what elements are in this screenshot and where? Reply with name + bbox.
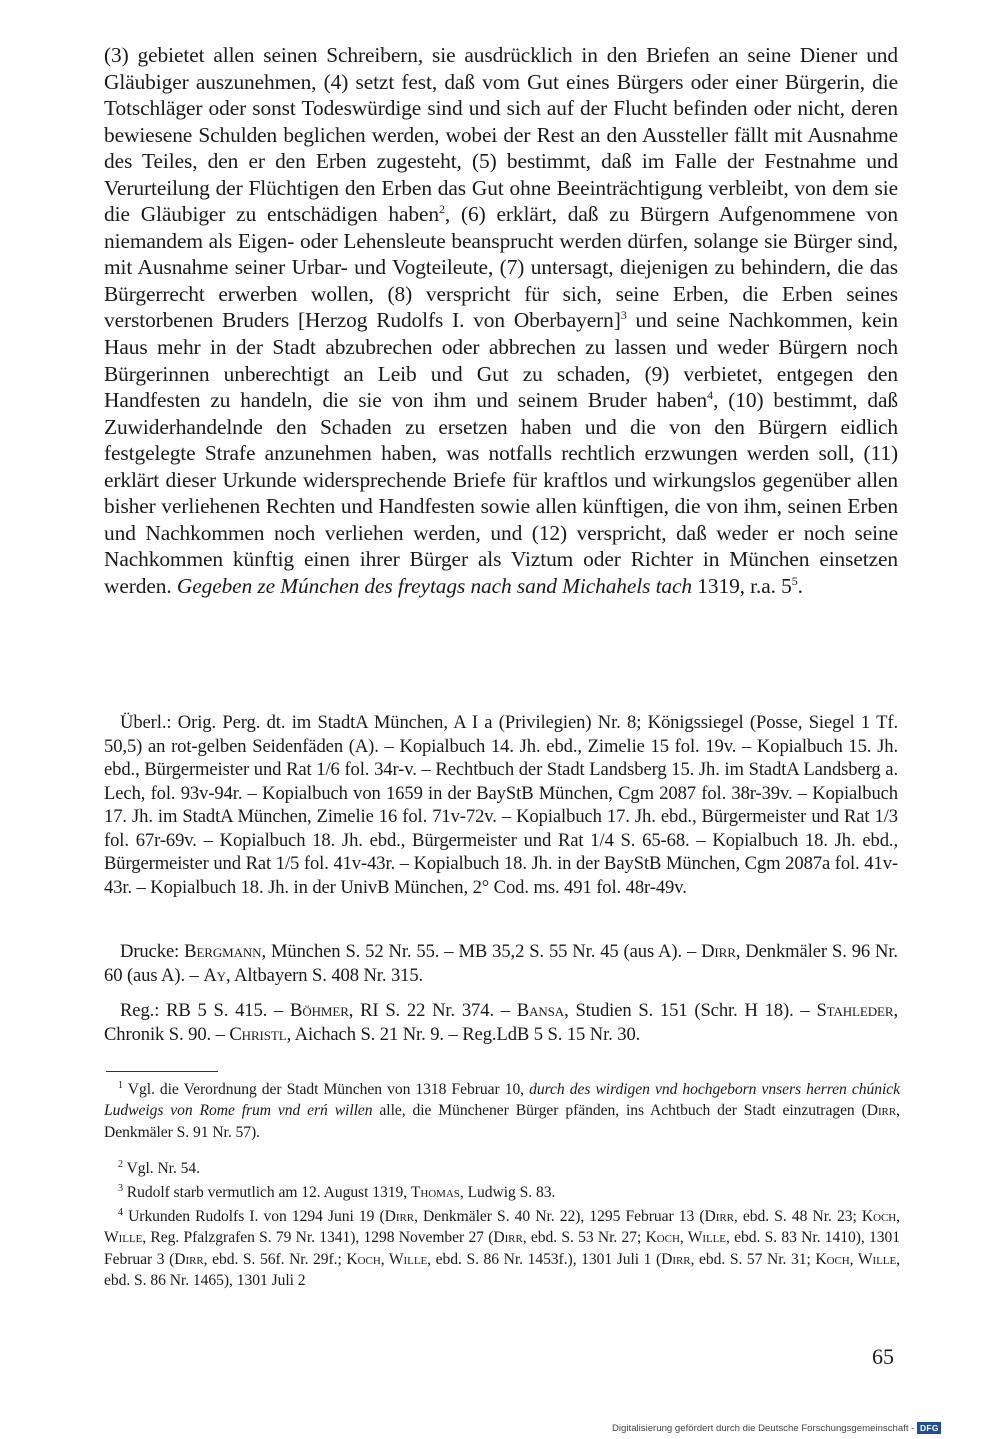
footnote-4-number: 4: [118, 1207, 123, 1218]
footnote-4-text-j: , ebd. S. 86 Nr. 1465), 1301 Juli 2: [104, 1250, 900, 1290]
footnote-4-author: Koch, Wille: [346, 1250, 428, 1268]
footnote-1-text-a: Vgl. die Verordnung der Stadt München von 1318 Februar 10,: [122, 1081, 530, 1098]
footnote-1-number: 1: [118, 1080, 123, 1091]
drucke-ref-2: , Denkmäler S. 96 Nr. 60 (aus A). –: [104, 941, 898, 986]
footnote-1-text-c: , Denkmäler S. 91 Nr. 57).: [104, 1102, 900, 1141]
footnote-4-author: Dirr: [493, 1229, 523, 1247]
footnote-4: [104, 1206, 900, 1292]
footnote-1-author: Dirr: [866, 1102, 897, 1120]
footnote-4-author: Dirr: [174, 1250, 204, 1268]
regesten-text: [104, 999, 898, 1046]
footnote-4-text-a: Urkunden Rudolfs I. von 1294 Juni 19 (: [122, 1208, 385, 1225]
footnote-3-author: Thomas: [410, 1184, 460, 1201]
footnote-4-text-i: , ebd. S. 57 Nr. 31;: [690, 1250, 816, 1268]
regesten-label: Reg.: RB 5 S. 415. –: [120, 1000, 291, 1021]
footnote-2-number: 2: [118, 1159, 123, 1170]
dfg-funding-notice: [612, 1421, 941, 1435]
footnote-4-author: Dirr: [384, 1208, 415, 1225]
footnote-4-text-b: , Denkmäler S. 40 Nr. 22), 1295 Februar 13 (: [414, 1208, 705, 1225]
drucke-ref-1: , München S. 52 Nr. 55. – MB 35,2 S. 55 Nr. 45 (aus A). –: [261, 941, 702, 962]
author-stahleder: Stahleder: [816, 1000, 894, 1021]
main-text-period: .: [797, 573, 803, 598]
footnote-4-author: Koch, Wille: [815, 1250, 897, 1268]
dfg-notice-text: Digitalisierung gefördert durch die Deutsche Forschungsgemeinschaft -: [612, 1422, 915, 1434]
footnote-ref-4[interactable]: 4: [707, 388, 714, 403]
ueberlieferung-block: [104, 711, 898, 899]
dating-year: 1319, r.a. 5: [692, 573, 792, 598]
author-bergmann: Bergmann: [184, 941, 262, 962]
footnote-4-text-c: , ebd. S. 48 Nr. 23;: [733, 1208, 862, 1225]
footnote-divider: [106, 1071, 218, 1072]
footnote-1-quote: durch des wirdigen vnd hochgeborn vnsers herren chúnick Ludweigs von Rome frum vnd erń willen: [104, 1081, 900, 1120]
footnote-3-text-a: Rudolf starb vermutlich am 12. August 1319,: [122, 1184, 411, 1201]
author-boehmer: Böhmer: [290, 1000, 349, 1021]
author-dirr: Dirr: [701, 941, 736, 962]
regesten-block: [104, 999, 898, 1046]
footnote-4-text-e: , ebd. S. 53 Nr. 27;: [522, 1229, 646, 1247]
footnote-4-text-g: , ebd. S. 56f. Nr. 29f.;: [203, 1250, 347, 1268]
footnote-3-text-b: , Ludwig S. 83.: [459, 1184, 556, 1201]
main-text-part-2: , (6) erklärt, daß zu Bürgern Aufgenommene von niemandem als Eigen- oder Lehensleute beansprucht werden dürfen, solange sie Bürger sind, mit Ausnahme seiner Urbar- und Vogteileute, (7) untersagt, diejenigen zu behindern, die das Bürgerrecht erwerben wollen, (8) verspricht für sich, seine Erben, die Erben seines verstorbenen Bruders [Herzog Rudolfs I. von Oberbayern]: [104, 202, 899, 333]
regesten-ref-1: , RI S. 22 Nr. 374. –: [348, 1000, 517, 1021]
dating-clause: Gegeben ze Múnchen des freytags nach sand Michahels tach: [176, 573, 693, 598]
page-number: 65: [872, 1344, 894, 1369]
footnote-ref-3[interactable]: 3: [620, 308, 627, 323]
footnote-4-text-d: , Reg. Pfalzgrafen S. 79 Nr. 1341), 1298 November 27 (: [142, 1229, 494, 1247]
main-text-part-4: , (10) bestimmt, daß Zuwiderhandelnde den Schaden zu ersetzen haben und die von den Bürgern eidlich festgelegte Strafe anzunehmen haben, was notfalls rechtlich erzwungen werden soll, (11) erklärt dieser Urkunde widersprechende Briefe für kraftlos und wirkungslos gegenüber allen bisher verliehenen Rechten und Handfesten sowie allen künftigen, die von ihm, seinen Erben und Nachkommen noch verliehen werden, und (12) verspricht, daß weder er noch seine Nachkommen künftig einen ihrer Bürger als Viztum oder Richter in München einsetzen werden.: [104, 388, 898, 598]
dfg-logo-icon: DFG: [917, 1422, 941, 1434]
drucke-block: [104, 940, 898, 987]
footnote-4-text-h: , ebd. S. 86 Nr. 1453f.), 1301 Juli 1 (: [427, 1250, 662, 1268]
footnote-4-author: Dirr: [661, 1250, 691, 1268]
main-text: [104, 42, 898, 599]
footnote-2: [104, 1158, 900, 1179]
footnote-4-author: Dirr: [704, 1208, 734, 1225]
footnote-4-text-f: , ebd. S. 83 Nr. 1410), 1301 Februar 3 (: [104, 1229, 900, 1268]
drucke-ref-3: , Altbayern S. 408 Nr. 315.: [225, 964, 424, 986]
author-christl: Christl: [229, 1023, 287, 1045]
main-text-part-3: und seine Nachkommen, kein Haus mehr in der Stadt abzubrechen oder abbrechen zu lassen und weder Bürgern noch Bürgerinnen unberechtigt an Leib und Gut zu schaden, (9) verbietet, entgegen den Handfesten zu handeln, die sie von ihm und seinem Bruder haben: [104, 308, 898, 413]
drucke-text: [104, 940, 898, 987]
footnote-3: [104, 1182, 900, 1203]
footnote-1: [104, 1079, 900, 1143]
author-ay: Ay: [203, 964, 226, 986]
footnote-2-text: Vgl. Nr. 54.: [122, 1160, 200, 1177]
author-bansa: Bansa: [516, 1000, 565, 1021]
footnote-ref-5[interactable]: 5: [791, 573, 798, 588]
drucke-label: Drucke:: [120, 941, 185, 962]
main-text-part-1: (3) gebietet allen seinen Schreibern, sie ausdrücklich in den Briefen an seine Diener und Gläubiger auszunehmen, (4) setzt fest, daß vom Gut eines Bürgers oder einer Bürgerin, die Totschläger oder sonst Todeswürdige sind und sich auf der Flucht befinden oder nicht, deren bewiesene Schulden beglichen werden, wobei der Rest an den Aussteller fällt mit Ausnahme des Teiles, den er den Erben zugesteht, (5) bestimmt, daß im Falle der Festnahme und Verurteilung der Flüchtigen den Erben das Gut ohne Beeinträchtigung verbleibt, von dem sie die Gläubiger zu entschädigen haben: [104, 43, 898, 227]
ueberlieferung-text: Überl.: Orig. Perg. dt. im StadtA München, A I a (Privilegien) Nr. 8; Königssiegel (Posse, Siegel 1 Tf. 50,5) an rot-gelben Seidenfäden (A). – Kopialbuch 14. Jh. ebd., Zimelie 15 fol. 19v. – Kopialbuch 15. Jh. ebd., Bürgermeister und Rat 1/6 fol. 34r-v. – Rechtbuch der Stadt Landsberg 15. Jh. im StadtA Landsberg a. Lech, fol. 93v-94r. – Kopialbuch von 1659 in der BayStB München, Cgm 2087 fol. 38r-39v. – Kopialbuch 17. Jh. im StadtA München, Zimelie 16 fol. 71v-72v. – Kopialbuch 17. Jh. ebd., Bürgermeister und Rat 1/3 fol. 67r-69v. – Kopialbuch 18. Jh. ebd., Bürgermeister und Rat 1/4 S. 65-68. – Kopialbuch 18. Jh. ebd., Bürgermeister und Rat 1/5 fol. 41v-43r. – Kopialbuch 18. Jh. in der BayStB München, Cgm 2087a fol. 41v-43r. – Kopialbuch 18. Jh. in der UnivB München, 2° Cod. ms. 491 fol. 48r-49v.: [104, 712, 898, 898]
footnote-3-number: 3: [118, 1183, 123, 1194]
regesten-ref-4: , Aichach S. 21 Nr. 9. – Reg.LdB 5 S. 15 Nr. 30.: [286, 1023, 641, 1045]
regesten-ref-2: , Studien S. 151 (Schr. H 18). –: [564, 1000, 817, 1021]
footnote-1-text-b: alle, die Münchener Bürger pfänden, ins Achtbuch der Stadt einzutragen (: [372, 1102, 867, 1120]
footnote-4-author: Koch, Wille: [104, 1208, 901, 1247]
footnote-ref-2[interactable]: 2: [438, 202, 445, 217]
regesten-ref-3: , Chronik S. 90. –: [104, 1000, 898, 1045]
footnote-4-author: Koch, Wille: [645, 1229, 726, 1247]
